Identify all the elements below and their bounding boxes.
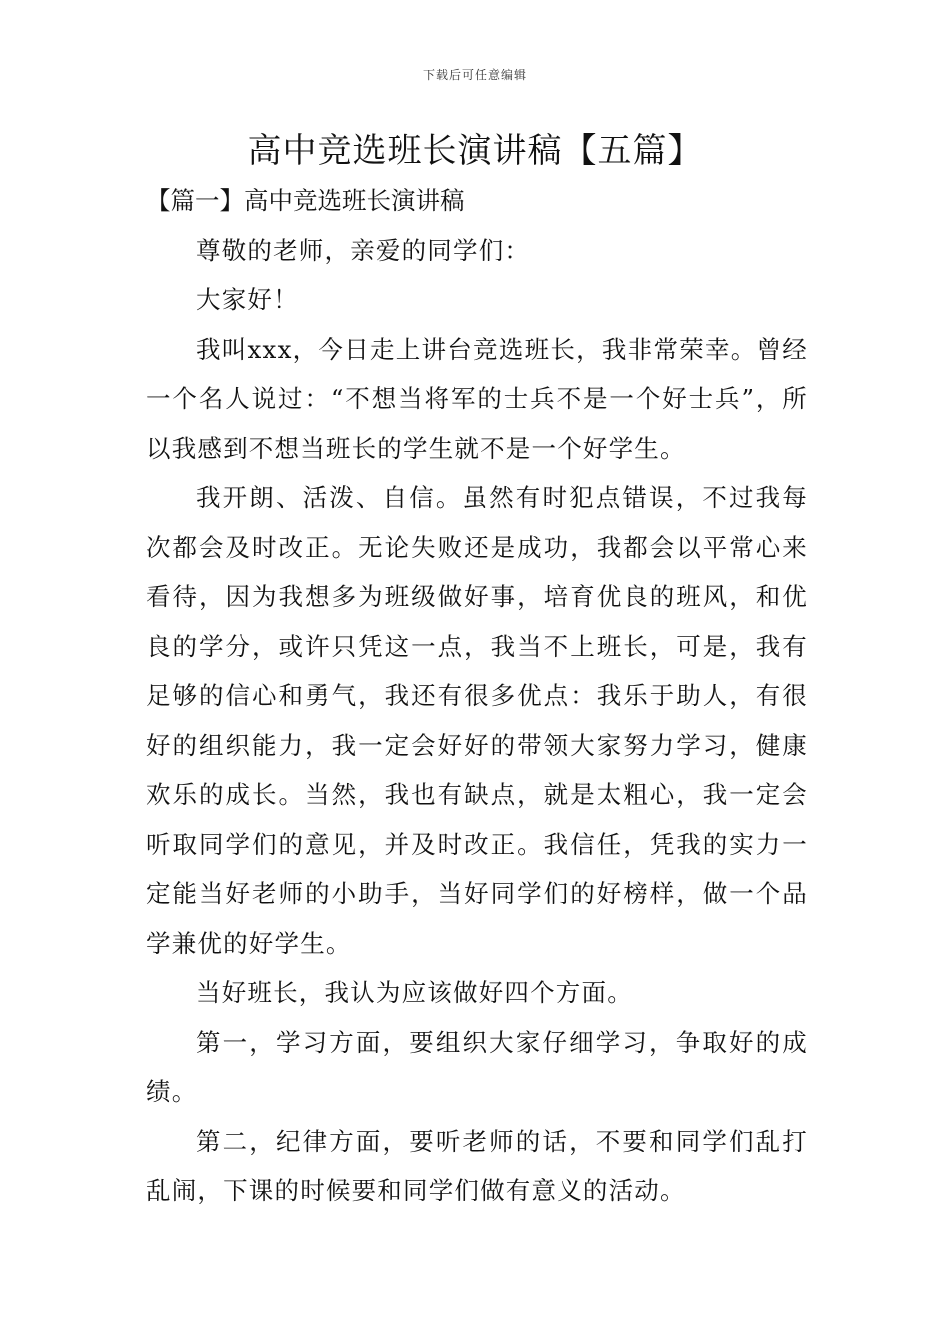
paragraph-salutation: 尊敬的老师，亲爱的同学们： <box>196 235 531 265</box>
paragraph-four-aspects: 当好班长，我认为应该做好四个方面。 <box>196 978 633 1007</box>
paragraph-greeting: 大家好！ <box>196 285 299 314</box>
paragraph-introduction: 我叫xxx，今日走上讲台竞选班长，我非常荣幸。曾经一个名人说过：“不想当将军的士兵不是一个好士兵”，所以我感到不想当班长的学生就不是一个好学生。 <box>146 334 808 463</box>
document-body <box>146 176 808 1216</box>
document-title: 高中竞选班长演讲稿【五篇】 <box>247 131 703 171</box>
paragraph-self-description: 我开朗、活泼、自信。虽然有时犯点错误，不过我每次都会及时改正。无论失败还是成功，我都会以平常心来看待，因为我想多为班级做好事，培育优良的班风，和优良的学分，或许只凭这一点，我当不上班长，可是，我有足够的信心和勇气，我还有很多优点：我乐于助人，有很好的组织能力，我一定会好好的带领大家努力学习，健康欢乐的成长。当然，我也有缺点，就是太粗心，我一定会听取同学们的意见，并及时改正。我信任，凭我的实力一定能当好老师的小助手，当好同学们的好榜样，做一个品学兼优的好学生。 <box>146 483 808 958</box>
paragraph-first-aspect: 第一，学习方面，要组织大家仔细学习，争取好的成绩。 <box>146 1027 808 1106</box>
header-note: 下载后可任意编辑 <box>422 68 527 82</box>
section-heading: 【篇一】高中竞选班长演讲稿 <box>146 186 465 215</box>
paragraph-second-aspect: 第二，纪律方面，要听老师的话，不要和同学们乱打乱闹，下课的时候要和同学们做有意义的活动。 <box>146 1126 808 1205</box>
